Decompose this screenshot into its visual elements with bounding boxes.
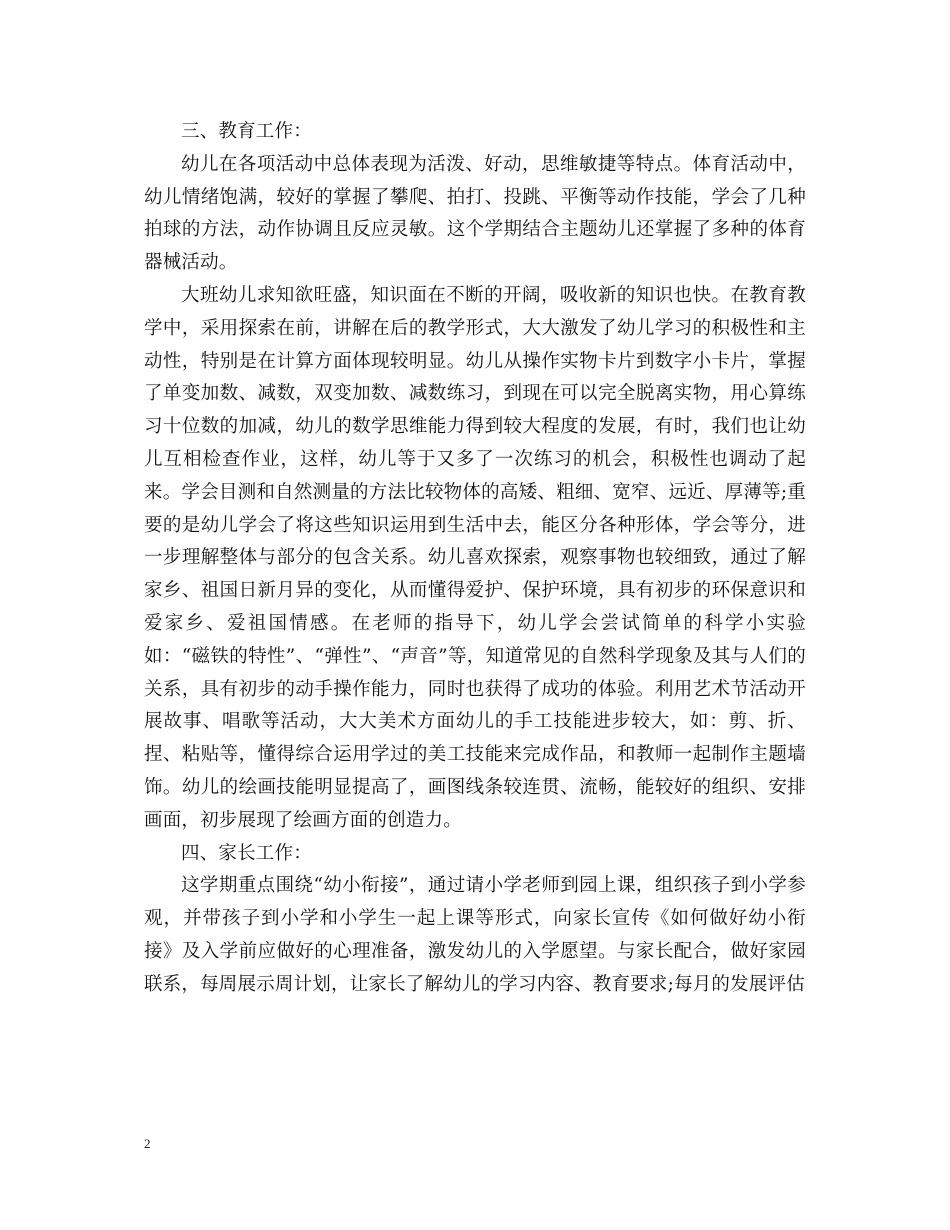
- section-heading-education: 三、教育工作：: [181, 121, 312, 142]
- paragraph-parent-work: 这学期重点围绕“幼小衔接”，通过请小学老师到园上课，组织孩子到小学参观，并带孩子到小学和小学生一起上课等形式，向家长宣传《如何做好幼小衔接》及入学前应做好的心理准备，激发幼儿的入学愿望。与家长配合，做好家园联系，每周展示周计划，让家长了解幼儿的学习内容、教育要求;每月的发展评估: [144, 875, 806, 995]
- page-number: 2: [144, 1136, 151, 1151]
- document-body: [144, 116, 806, 1002]
- section-heading-parents: 四、家长工作：: [181, 842, 312, 864]
- paragraph-physical-activities: 幼儿在各项活动中总体表现为活泼、好动，思维敏捷等特点。体育活动中，幼儿情绪饱满，较好的掌握了攀爬、拍打、投跳、平衡等动作技能，学会了几种拍球的方法，动作协调且反应灵敏。这个学期结合主题幼儿还掌握了多种的体育器械活动。: [144, 153, 806, 274]
- paragraph-teaching-practice: 大班幼儿求知欲旺盛，知识面在不断的开阔，吸收新的知识也快。在教育教学中，采用探索在前，讲解在后的教学形式，大大激发了幼儿学习的积极性和主动性，特别是在计算方面体现较明显。幼儿从操作实物卡片到数字小卡片，掌握了单变加数、减数，双变加数、减数练习，到现在可以完全脱离实物，用心算练习十位数的加减，幼儿的数学思维能力得到较大程度的发展，有时，我们也让幼儿互相检查作业，这样，幼儿等于又多了一次练习的机会，积极性也调动了起来。学会目测和自然测量的方法比较物体的高矮、粗细、宽窄、远近、厚薄等;重要的是幼儿学会了将这些知识运用到生活中去，能区分各种形体，学会等分，进一步理解整体与部分的包含关系。幼儿喜欢探索，观察事物也较细致，通过了解家乡、祖国日新月异的变化，从而懂得爱护、保护环境，具有初步的环保意识和爱家乡、爱祖国情感。在老师的指导下，幼儿学会尝试简单的科学小实验如：“磁铁的特性”、“弹性”、“声音”等，知道常见的自然科学现象及其与人们的关系，具有初步的动手操作能力，同时也获得了成功的体验。利用艺术节活动开展故事、唱歌等活动，大大美术方面幼儿的手工技能进步较大，如：剪、折、捏、粘贴等，懂得综合运用学过的美工技能来完成作品，和教师一起制作主题墙饰。幼儿的绘画技能明显提高了，画图线条较连贯、流畅，能较好的组织、安排画面，初步展现了绘画方面的创造力。: [144, 284, 806, 831]
